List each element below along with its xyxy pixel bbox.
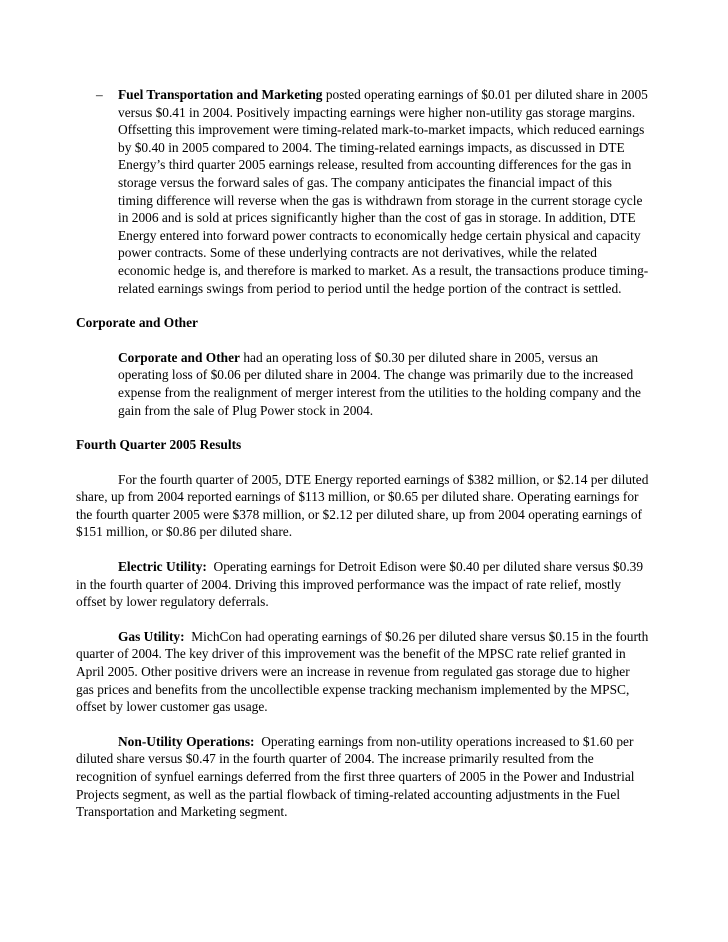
document-page: [76, 86, 650, 821]
electric-utility-lead: Electric Utility:: [118, 559, 207, 575]
gas-utility-paragraph: [76, 628, 650, 716]
fuel-transportation-text: posted operating earnings of $0.01 per diluted share in 2005 versus $0.41 in 2004. Positively impacting earnings were higher non-utility gas storage margins. Offsetting this improvement were timing-related mark-to-market impacts, which reduced earnings by $0.40 in 2005 compared to 2004. The timing-related earnings impacts, as discussed in DTE Energy’s third quarter 2005 earnings release, resulted from accounting differences for the gas in storage versus the forward sales of gas. The company anticipates the financial impact of this timing difference will reverse when the gas is withdrawn from storage in the current storage cycle in 2006 and is sold at prices significantly higher than the cost of gas in storage. In addition, DTE Energy entered into forward power contracts to economically hedge certain physical and capacity power contracts. Some of these underlying contracts are not derivatives, while the related economic hedge is, and therefore is marked to market. As a result, the transactions produce timing-related earnings swings from period to period until the hedge portion of the contract is settled.: [118, 87, 649, 296]
non-utility-lead: Non-Utility Operations:: [118, 733, 255, 749]
corporate-text: had an operating loss of $0.30 per diluted share in 2005, versus an operating loss of $0.06 per diluted share in 2004. The change was primarily due to the increased expense from the realignment of merger interest from the utilities to the holding company and the gain from the sale of Plug Power stock in 2004.: [118, 349, 641, 418]
fourth-quarter-intro: For the fourth quarter of 2005, DTE Energy reported earnings of $382 million, or $2.14 per diluted share, up from 2004 reported earnings of $113 million, or $0.65 per diluted share. Operating earnings for the fourth quarter 2005 were $378 million, or $2.12 per diluted share, up from 2004 operating earnings of $151 million, or $0.86 per diluted share.: [76, 471, 649, 540]
gas-utility-text: MichCon had operating earnings of $0.26 per diluted share versus $0.15 in the fourth quarter of 2004. The key driver of this improvement was the benefit of the MPSC rate relief granted in April 2005. Other positive drivers were an increase in revenue from regulated gas storage due to higher gas prices and benefits from the uncollectible expense tracking mechanism implemented by the MPSC, offset by lower customer gas usage.: [76, 628, 652, 715]
electric-utility-paragraph: [76, 558, 650, 611]
gas-utility-lead: Gas Utility:: [118, 628, 185, 644]
corporate-paragraph: [76, 349, 650, 419]
fourth-quarter-heading: Fourth Quarter 2005 Results: [76, 437, 242, 453]
electric-utility-text: Operating earnings for Detroit Edison were $0.40 per diluted share versus $0.39 in the fourth quarter of 2004. Driving this improved performance was the impact of rate relief, mostly offset by lower regulatory deferrals.: [76, 559, 647, 610]
corporate-heading: Corporate and Other: [76, 315, 198, 331]
non-utility-paragraph: [76, 733, 650, 821]
fuel-transportation-lead: Fuel Transportation and Marketing: [118, 87, 323, 102]
non-utility-text: Operating earnings from non-utility operations increased to $1.60 per diluted share versus $0.47 in the fourth quarter of 2004. The increase primarily resulted from the recognition of synfuel earnings deferred from the first three quarters of 2005 in the Power and Industrial Projects segment, as well as the partial flowback of timing-related accounting adjustments in the Fuel Transportation and Marketing segment.: [76, 733, 638, 820]
fuel-transportation-bullet: [76, 86, 650, 297]
corporate-lead: Corporate and Other: [118, 349, 240, 365]
bullet-dash: –: [96, 87, 103, 102]
